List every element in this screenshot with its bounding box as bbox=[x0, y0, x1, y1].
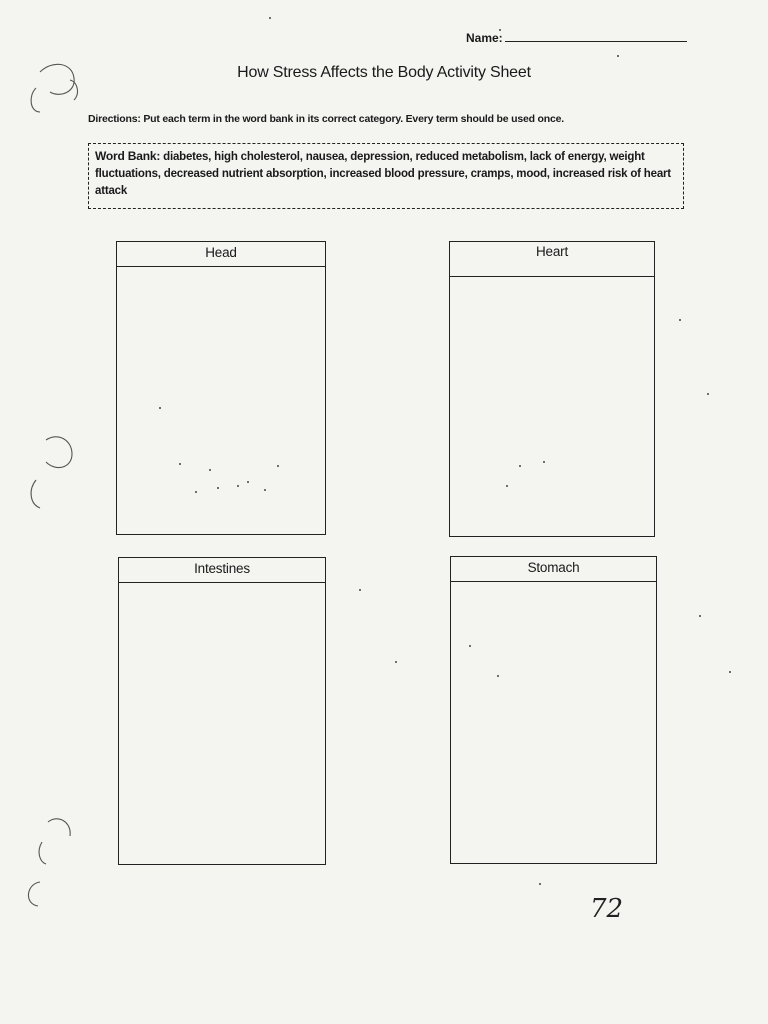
word-bank-label: Word Bank: bbox=[95, 149, 161, 163]
name-blank-line[interactable] bbox=[505, 32, 687, 42]
page-title: How Stress Affects the Body Activity Sheet bbox=[237, 64, 531, 81]
word-bank bbox=[88, 143, 684, 209]
category-box-stomach[interactable] bbox=[450, 556, 657, 864]
category-title-intestines: Intestines bbox=[119, 558, 325, 583]
category-title-stomach: Stomach bbox=[451, 557, 656, 582]
directions bbox=[88, 113, 564, 125]
word-bank-terms: diabetes, high cholesterol, nausea, depression, reduced metabolism, lack of energy, weight fluctuations, decreased nutrient absorption, increased blood pressure, cramps, mood, increased risk of heart attack bbox=[95, 151, 671, 197]
name-label: Name: bbox=[466, 31, 503, 45]
category-box-head[interactable] bbox=[116, 241, 326, 535]
directions-label: Directions: bbox=[88, 113, 141, 125]
category-box-heart[interactable] bbox=[449, 241, 655, 537]
handwritten-page-number: 72 bbox=[590, 894, 624, 924]
directions-text: Put each term in the word bank in its correct category. Every term should be used once. bbox=[143, 113, 564, 125]
category-box-intestines[interactable] bbox=[118, 557, 326, 865]
category-title-heart: Heart bbox=[450, 242, 654, 277]
punch-hole-marks bbox=[0, 0, 100, 1024]
name-field[interactable] bbox=[466, 31, 687, 45]
category-title-head: Head bbox=[117, 242, 325, 267]
